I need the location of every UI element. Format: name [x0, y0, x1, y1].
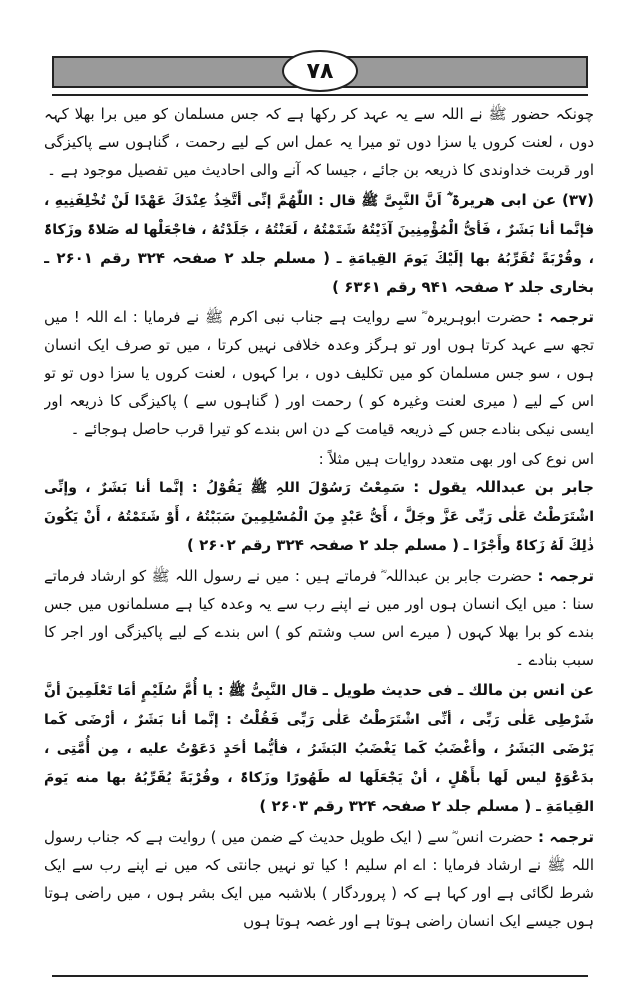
hadith-37-arabic: اَنَّ النَّبِیَّ ﷺ قال : اللّٰھُمَّ إنِّی أتَّخِذُ عِنْدَكَ عَھْدًا لَنْ تُخْلِفَنِیهِ ، فإنَّما أنا بَشَرٌ ، فَأیُّ الْمُؤْمِنِینَ آذَیْتُهُ شَتَمْتُهُ ، لَعَنْتُهُ ، جَلَدْتُهُ ، فاجْعَلْھا له صَلاۃً وزَکاۃً ، وقُرْبَةً تُقَرِّبُهُ بھا إلَیْكَ یَومَ القِیامَةِ ـ — [44, 193, 594, 267]
hadith-jabir-reference: ( مسلم جلد ۲ صفحہ ۳۲۴ رقم ۲۶۰۲ ) — [187, 536, 459, 554]
translation-1 — [44, 303, 594, 443]
hadith-jabir-arabic: سَمِعْتُ رَسُوْلَ اللہِ ﷺ یَقُوْلُ : إنَّما أنا بَشَرٌ ، وإنِّی اشْتَرَطْتُ عَلٰی رَبِّی عَزَّ وجَلَّ ، أَیُّ عَبْدٍ مِنَ الْمُسْلِمِینَ سَبَبْتُهُ ، أَوْ شَتَمْتُهُ ، أَنْ یَکُونَ ذٰلِكَ لَهُ زَکاۃً وأَجْرًا ـ — [44, 480, 594, 554]
translation-2-text: حضرت جابر بن عبداللہ ؓ فرماتے ہیں : میں نے رسول اللہ ﷺ کو ارشاد فرماتے سنا : میں ایک انسان ہوں اور میں نے اپنے رب سے یہ وعدہ کیا ہے مسلمانوں میں جس بندے کو برا بھلا کہوں ( میرے اس سب وشتم کو ) اس بندے کے لیے پاکیزگی اور اجر کا سبب بنادے ۔ — [44, 567, 594, 669]
translation-2-label: ترجمہ : — [537, 567, 594, 585]
translation-2 — [44, 562, 594, 674]
hadith-jabir — [44, 473, 594, 560]
hadith-37-narrator: (۳۷) عن ابی ھریرۃ ؓ — [447, 191, 594, 209]
more-narrations-intro — [44, 445, 594, 473]
page-number: ٧٨ — [282, 50, 358, 92]
intro-text: چونکہ حضور ﷺ نے اللہ سے یہ عہد کر رکھا ہے کہ جس مسلمان کو میں برا بھلا کہہ دوں ، لعنت کروں یا سزا دوں تو میرا یہ عمل اس کے لیے رحمت ، گناہوں سے پاکیزگی اور قربت خداوندی کا ذریعہ بن جائے ، جیسا کہ آنے والی احادیث میں تفصیل موجود ہے ۔ — [44, 105, 594, 179]
hadith-anas — [44, 676, 594, 821]
header-divider — [52, 94, 588, 96]
translation-3-text: حضرت انس ؓ سے ( ایک طویل حدیث کے ضمن میں ) روایت ہے کہ جناب رسول اللہ ﷺ نے ارشاد فرمایا : اے ام سلیم ! کیا تو نہیں جانتی کہ میں نے اپنے رب سے ایک شرط لگائی ہے اور کہا ہے کہ ( پروردگار ) بلاشبہ میں ایک بشر ہوں ، میں راضی ہوتا ہوں جیسے ایک انسان راضی ہوتا ہے اور غصہ ہوتا ہوں — [44, 828, 594, 930]
footer-divider — [52, 975, 588, 977]
translation-3 — [44, 823, 594, 935]
hadith-anas-narrator: عن انس بن مالك ـ فی حدیث طویل ـ — [322, 681, 594, 699]
hadith-37 — [44, 186, 594, 301]
translation-1-label: ترجمہ : — [537, 308, 594, 326]
intro-paragraph — [44, 100, 594, 184]
hadith-anas-reference: ( مسلم جلد ۲ صفحہ ۳۲۴ رقم ۲۶۰۳ ) — [259, 797, 532, 815]
hadith-jabir-narrator: جابر بن عبداللہ یقول : — [413, 478, 594, 496]
more-narrations-text: اس نوع کی اور بھی متعدد روایات ہیں مثلاً : — [318, 450, 594, 468]
page-body — [44, 100, 594, 960]
translation-3-label: ترجمہ : — [538, 828, 594, 846]
translation-1-text: حضرت ابوہریرہ ؓ سے روایت ہے جناب نبی اکرم ﷺ نے فرمایا : اے اللہ ! میں تجھ سے عہد کرتا ہوں اور تو ہرگز وعدہ خلافی نہیں کرتا ، میں تو صرف ایک انسان ہوں ، سو جس مسلمان کو میں تکلیف دوں ، برا کہوں ، لعنت کروں یا سزا دوں تو تو اس کے لیے ( میری لعنت وغیرہ کو ) رحمت اور ( گناہوں سے ) پاکیزگی کا ذریعہ اور ایسی نیکی بنادے جس کے ذریعہ قیامت کے دن اس بندے کو تیرا قرب حاصل ہوجائے ۔ — [44, 308, 594, 438]
hadith-anas-arabic: قال النَّبِیُّ ﷺ : یا أُمَّ سُلَیْمٍ أمَا تَعْلَمِینَ أنَّ شَرْطِی عَلٰی رَبِّی ، أنِّی اشْتَرَطْتُ عَلٰی رَبِّی فَقُلْتُ : إنَّما أنا بَشَرٌ ، أرْضَی کَما یَرْضَی البَشَرُ ، وأغْضَبُ کَما یَغْضَبُ البَشَرُ ، فأیُّما أحَدٍ دَعَوْتُ علیه ، مِن أُمَّتِی ، بدَعْوَۃٍ لیس لَھا بأَھْلٍ ، أنْ یَجْعَلَھا له طَھُورًا وزَکاۃً ، وقُرْبَةً یُقَرِّبُهُ بھا منه یَومَ القِیامَةِ ـ — [44, 683, 594, 815]
hadith-37-reference: ( مسلم جلد ۲ صفحہ ۳۲۴ رقم ۲۶۰۱ ـ بخاری جلد ۲ صفحہ ۹۴۱ رقم ۶۳۶۱ ) — [44, 249, 594, 296]
